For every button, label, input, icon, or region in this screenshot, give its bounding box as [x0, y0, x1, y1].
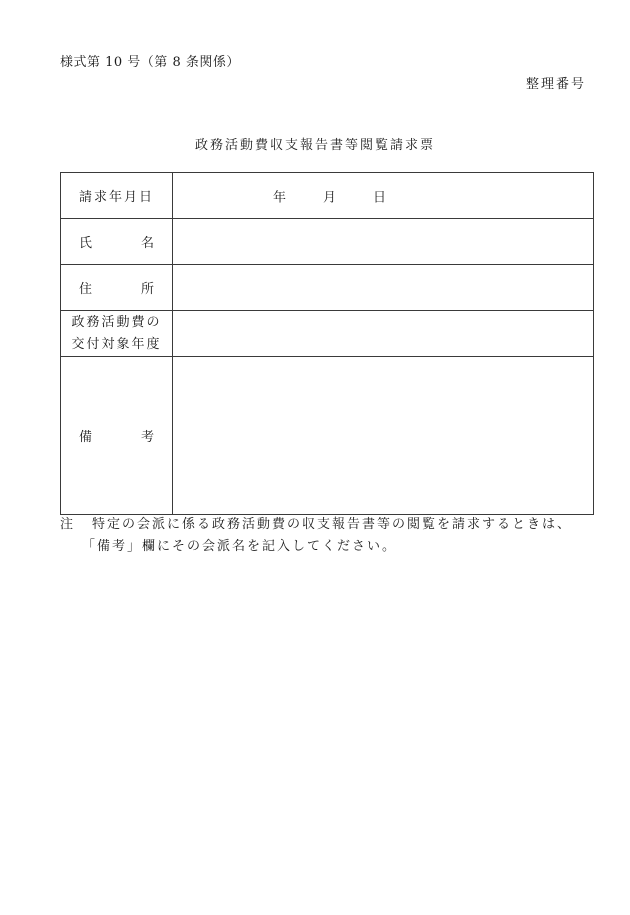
name-label-part-2: 名 — [140, 236, 154, 251]
fiscal-year-label-line-1: 政務活動費の — [71, 314, 162, 330]
request-date-label: 請求年月日 — [61, 173, 173, 219]
remarks-label — [61, 357, 173, 515]
address-label-part-2: 所 — [140, 282, 154, 297]
footnote — [60, 514, 600, 558]
year-label: 年 — [273, 190, 287, 205]
month-label: 月 — [323, 190, 337, 205]
address-label — [61, 265, 173, 311]
address-field[interactable] — [173, 265, 594, 311]
footnote-line-2: 「備考」欄にその会派名を記入してください。 — [82, 539, 398, 554]
footnote-marker: 注 — [60, 517, 76, 532]
address-label-part-1: 住 — [79, 282, 93, 297]
remarks-label-part-1: 備 — [79, 430, 93, 445]
row-address — [61, 265, 594, 311]
day-label: 日 — [373, 190, 387, 205]
request-date-field[interactable] — [173, 173, 594, 219]
remarks-field[interactable] — [173, 357, 594, 515]
row-remarks — [61, 357, 594, 515]
name-field[interactable] — [173, 219, 594, 265]
footnote-text-1: 特定の会派に係る政務活動費の収支報告書等の閲覧を請求するときは、 — [92, 517, 573, 532]
footnote-line-1 — [60, 514, 600, 536]
name-label-part-1: 氏 — [79, 236, 93, 251]
request-form-table — [60, 172, 594, 515]
row-fiscal-year — [61, 311, 594, 357]
date-parts — [273, 186, 386, 205]
remarks-label-part-2: 考 — [140, 430, 154, 445]
row-name — [61, 219, 594, 265]
name-label — [61, 219, 173, 265]
fiscal-year-field[interactable] — [173, 311, 594, 357]
fiscal-year-label-line-2: 交付対象年度 — [71, 336, 162, 352]
row-request-date — [61, 173, 594, 219]
fiscal-year-label — [61, 311, 173, 357]
form-number: 様式第 10 号（第 8 条関係） — [60, 55, 240, 70]
reference-number-label: 整理番号 — [525, 77, 586, 92]
document-title: 政務活動費収支報告書等閲覧請求票 — [194, 138, 435, 153]
